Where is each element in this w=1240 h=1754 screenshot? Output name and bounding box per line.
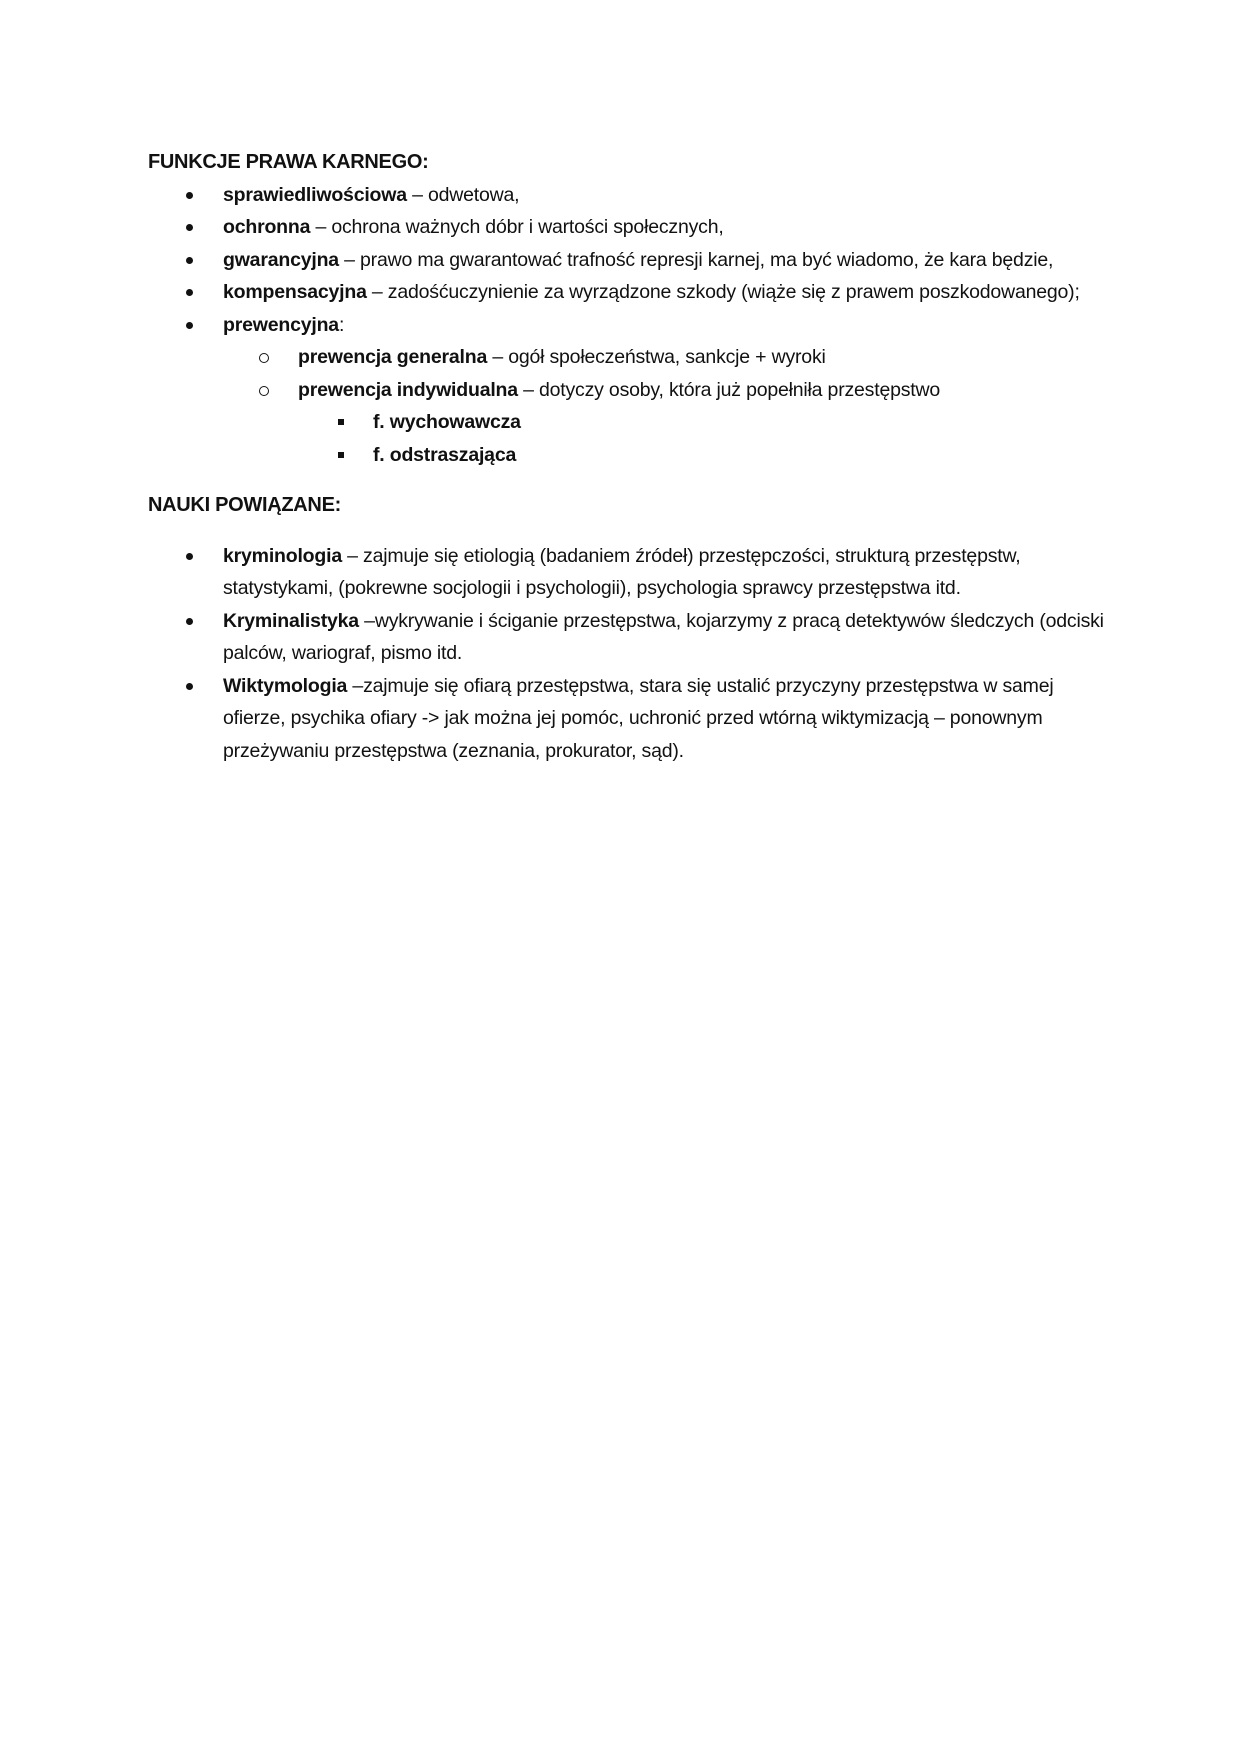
list-item-term: kryminologia (223, 544, 342, 567)
section-heading-funkcje: FUNKCJE PRAWA KARNEGO: (148, 151, 429, 173)
bullet-dot-icon (186, 322, 193, 329)
prewencja-sublist (223, 341, 1108, 471)
list-item-desc: –zajmuje się ofiarą przestępstwa, stara się ustalić przyczyny przestępstwa w samej ofierze, psychika ofiary -> jak można jej pomóc, uchronić przed wtórną wiktymizacją – ponownym przeżywaniu przestępstwa (zeznania, prokurator, sąd). (223, 674, 1054, 762)
subsublist-item (298, 439, 1108, 472)
bullet-dot-icon (186, 224, 193, 231)
nauki-list (148, 540, 1108, 768)
subsublist-item (298, 406, 1108, 439)
list-item-desc: – odwetowa, (406, 183, 520, 206)
bullet-dot-icon (186, 257, 193, 264)
sublist-item-term: prewencja generalna (298, 346, 488, 368)
list-item-term: prewencyjna (223, 313, 339, 336)
bullet-square-icon (338, 452, 344, 458)
bullet-square-icon (338, 419, 344, 425)
list-item-term: gwarancyjna (223, 248, 339, 271)
sublist-item-desc: – dotyczy osoby, która już popełniła przestępstwo (517, 378, 941, 401)
bullet-dot-icon (186, 192, 193, 199)
list-item-desc: – ochrona ważnych dóbr i wartości społecznych, (310, 216, 724, 238)
bullet-dot-icon (186, 683, 193, 690)
document-content (148, 146, 1108, 767)
list-item-desc: : (338, 313, 345, 336)
indywidualna-sublist (298, 406, 1108, 471)
bullet-dot-icon (186, 618, 193, 625)
sublist-item (223, 341, 1108, 374)
list-item (148, 211, 1108, 244)
section-heading-nauki: NAUKI POWIĄZANE: (148, 494, 341, 516)
bullet-dot-icon (186, 553, 193, 560)
list-item (148, 179, 1108, 212)
list-item (148, 309, 1108, 472)
sublist-item-desc: – ogół społeczeństwa, sankcje + wyroki (487, 346, 826, 368)
list-item-term: kompensacyjna (223, 281, 367, 303)
bullet-dot-icon (186, 289, 193, 296)
list-item (148, 670, 1108, 768)
list-item-desc: – prawo ma gwarantować trafność represji karnej, ma być wiadomo, że kara będzie, (338, 248, 1054, 271)
list-item-term: ochronna (223, 216, 311, 238)
subsublist-item-term: f. wychowawcza (373, 411, 521, 433)
list-item-term: sprawiedliwościowa (223, 183, 407, 206)
subsublist-item-term: f. odstraszająca (373, 443, 517, 466)
list-item (148, 276, 1108, 309)
list-item-desc: –wykrywanie i ściganie przestępstwa, kojarzymy z pracą detektywów śledczych (odciski palców, wariograf, pismo itd. (223, 609, 1104, 664)
sublist-item (223, 374, 1108, 472)
list-item (148, 244, 1108, 277)
list-item (148, 605, 1108, 670)
sublist-item-term: prewencja indywidualna (298, 378, 518, 401)
list-item (148, 540, 1108, 605)
list-item-desc: – zajmuje się etiologią (badaniem źródeł) przestępczości, strukturą przestępstw, statystykami, (pokrewne socjologii i psychologii), psychologia sprawcy przestępstwa itd. (223, 544, 1021, 599)
list-item-term: Wiktymologia (223, 674, 348, 697)
funkcje-list (148, 179, 1108, 472)
bullet-circle-icon (259, 386, 269, 396)
list-item-term: Kryminalistyka (223, 609, 359, 632)
list-item-desc: – zadośćuczynienie za wyrządzone szkody (wiąże się z prawem poszkodowanego); (366, 281, 1080, 303)
bullet-circle-icon (259, 353, 269, 363)
